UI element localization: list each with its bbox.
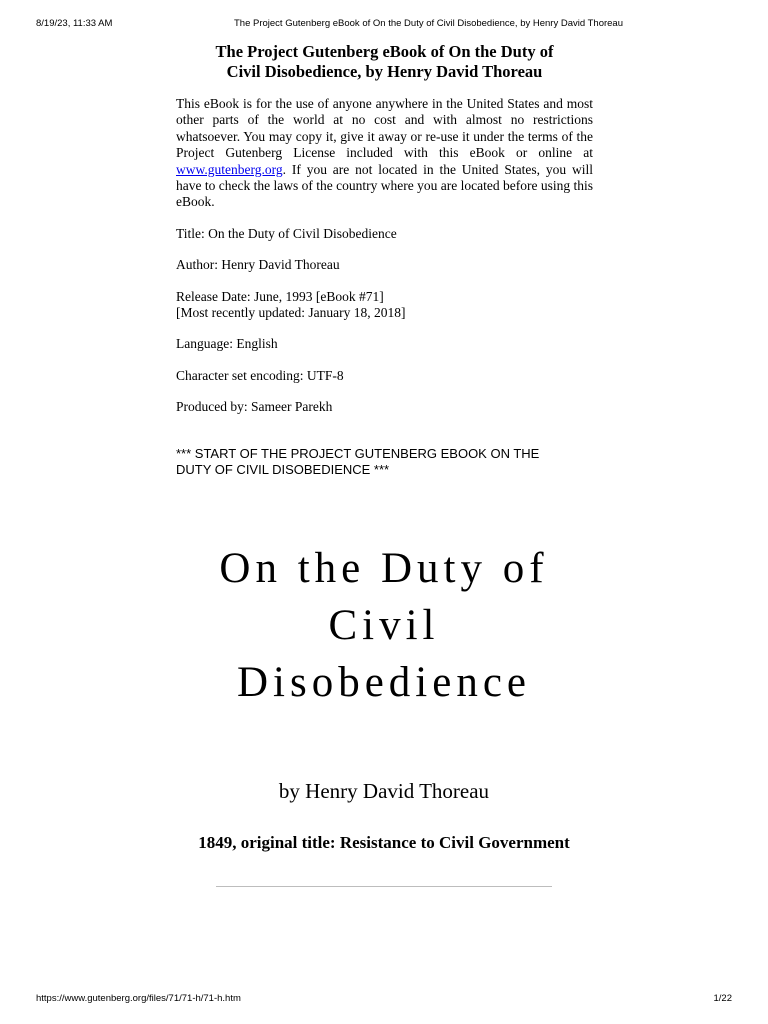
- license-text-after-link: . If you are not located in the United States, you will have to check the laws of the country where you are located before using this eBook.: [176, 161, 593, 210]
- ebook-heading-line-2: Civil Disobedience, by Henry David Thoreau: [226, 62, 543, 81]
- language-metadata: Language: English: [176, 336, 278, 352]
- start-marker-line-2: DUTY OF CIVIL DISOBEDIENCE ***: [176, 461, 390, 477]
- print-footer: [0, 993, 768, 1007]
- book-title: [0, 540, 768, 711]
- print-page-title: The Project Gutenberg eBook of On the Duty of Civil Disobedience, by Henry David Thoreau: [234, 18, 623, 29]
- license-paragraph: [176, 96, 593, 211]
- producer-metadata: Produced by: Sameer Parekh: [176, 399, 333, 415]
- print-url: https://www.gutenberg.org/files/71/71-h/71-h.htm: [36, 993, 241, 1004]
- print-header: [0, 18, 768, 32]
- ebook-heading-line-1: The Project Gutenberg eBook of On the Duty of: [215, 42, 554, 61]
- print-page-number: 1/22: [713, 993, 732, 1004]
- gutenberg-link[interactable]: www.gutenberg.org: [176, 161, 283, 177]
- start-marker: [176, 446, 593, 478]
- original-title-note: 1849, original title: Resistance to Civil Government: [198, 833, 570, 852]
- ebook-front-matter: [176, 42, 593, 478]
- author-byline: by Henry David Thoreau: [278, 779, 490, 803]
- license-text-before-link: This eBook is for the use of anyone anywhere in the United States and most other parts of the world at no cost and with almost no restrictions whatsoever. You may copy it, give it away or re-use it under the terms of the Project Gutenberg License included with this eBook or online at: [176, 96, 593, 161]
- release-date-metadata: Release Date: June, 1993 [eBook #71]: [176, 288, 384, 304]
- print-datetime: 8/19/23, 11:33 AM: [36, 18, 113, 29]
- book-title-line-3: Disobedience: [236, 659, 532, 706]
- start-marker-line-1: *** START OF THE PROJECT GUTENBERG EBOOK ON THE: [176, 445, 540, 461]
- author-metadata: Author: Henry David Thoreau: [176, 257, 340, 273]
- updated-date-metadata: [Most recently updated: January 18, 2018]: [176, 305, 406, 321]
- encoding-metadata: Character set encoding: UTF-8: [176, 367, 344, 383]
- title-metadata: Title: On the Duty of Civil Disobedience: [176, 225, 397, 241]
- book-title-line-2: Civil: [328, 602, 440, 649]
- book-title-line-1: On the Duty of: [219, 545, 549, 592]
- ebook-heading: [176, 42, 593, 82]
- horizontal-divider: [216, 886, 552, 887]
